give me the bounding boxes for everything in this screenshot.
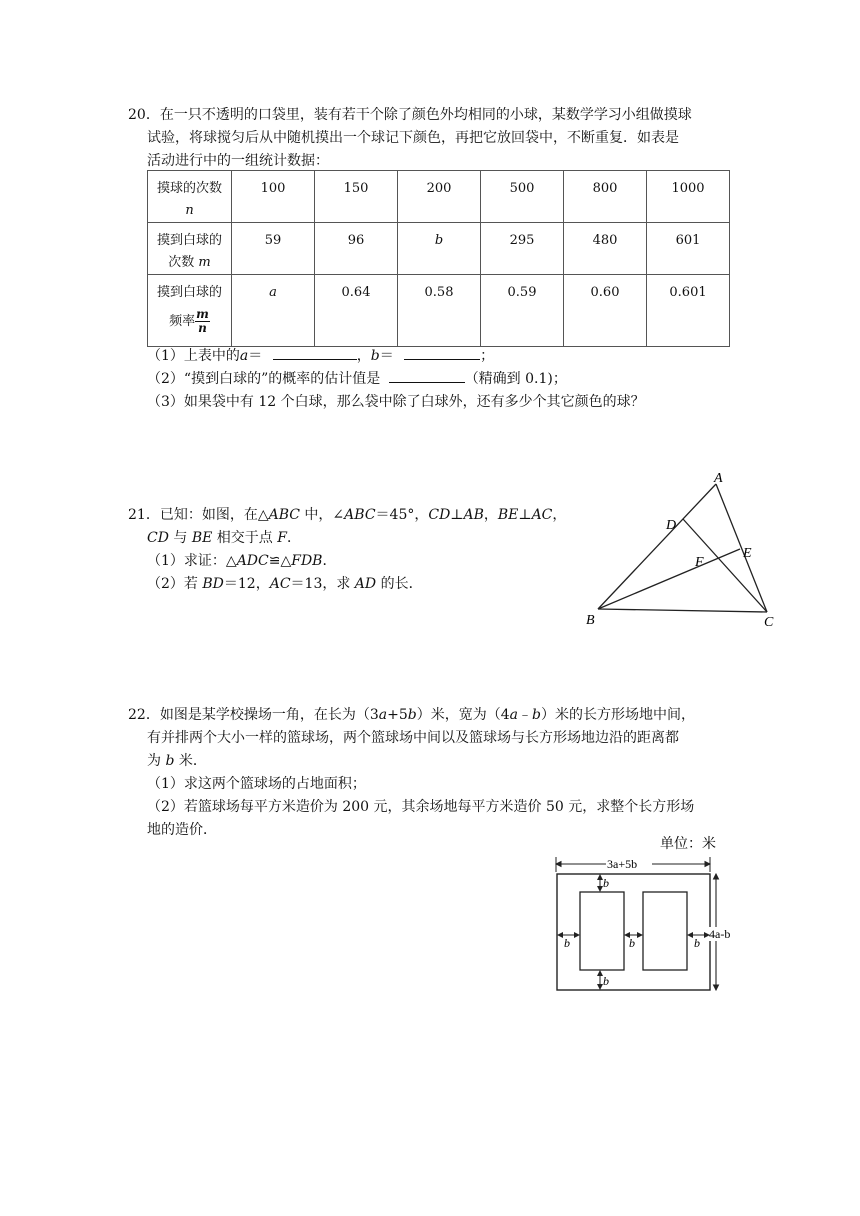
header-text: 摸到白球的 (156, 285, 222, 300)
table-cell: 480 (564, 223, 647, 275)
table-cell: 150 (315, 171, 398, 223)
label-e: E (743, 546, 752, 561)
triangle-figure (580, 470, 780, 635)
label-b: B (586, 613, 595, 628)
table-cell: 500 (481, 171, 564, 223)
gap-label-middle: b (629, 936, 635, 950)
table-row (148, 171, 730, 223)
field-figure (548, 830, 738, 995)
segment-ac (716, 484, 767, 612)
table-row (148, 275, 730, 347)
gap-label-right: b (694, 936, 700, 950)
label-c: C (764, 615, 774, 630)
q21-line-2: CD 与 BE 相交于点 F． (147, 530, 301, 546)
table-cell: 59 (232, 223, 315, 275)
table-cell: 100 (232, 171, 315, 223)
header-text: 摸到白球的 (156, 233, 222, 248)
height-label: 4a-b (709, 927, 731, 941)
table-cell: 0.59 (481, 275, 564, 347)
unit-label: 单位：米 (660, 837, 716, 852)
court-right (643, 892, 687, 970)
q22-part-2-line-1: （2）若篮球场每平方米造价为 200 元，其余场地每平方米造价 50 元，求整个长方形场 (147, 799, 695, 815)
table-cell: 96 (315, 223, 398, 275)
header-text: 摸球的次数 (156, 181, 222, 196)
label-f: F (695, 555, 704, 570)
q20-line-1: 20．在一只不透明的口袋里，装有若干个除了颜色外均相同的小球，某数学学习小组做摸球 (128, 107, 692, 123)
segment-be (598, 549, 740, 609)
table-cell: 0.64 (315, 275, 398, 347)
gap-label-bottom: b (603, 974, 609, 988)
table-cell: 0.601 (647, 275, 730, 347)
row-header: 摸到白球的 次数 m (148, 223, 232, 275)
answer-blank-b[interactable] (404, 345, 480, 360)
q21-part-1: （1）求证：△ADC≌△FDB． (147, 553, 337, 569)
q21-part-2: （2）若 BD＝12，AC＝13，求 AD 的长． (147, 576, 423, 592)
table-row (148, 223, 730, 275)
q22-line-1: 22．如图是某学校操场一角，在长为（3a+5b）米，宽为（4a﹣b）米的长方形场地中间， (128, 707, 695, 723)
label-d: D (666, 518, 677, 533)
q20-part-1: （1）上表中的a＝ ，b＝ ； (147, 345, 494, 367)
court-left (580, 892, 624, 970)
answer-blank-probability[interactable] (389, 368, 465, 383)
frequency-fraction: $\frac{m}{n}$ (196, 307, 209, 335)
answer-blank-a[interactable] (273, 345, 357, 360)
table-cell: 295 (481, 223, 564, 275)
gap-label-top: b (603, 876, 609, 890)
q22-part-2-line-2: 地的造价． (147, 822, 217, 838)
table-cell: 200 (398, 171, 481, 223)
q20-line-2: 试验，将球搅匀后从中随机摸出一个球记下颜色，再把它放回袋中，不断重复．如表是 (147, 130, 679, 146)
table-cell: 0.58 (398, 275, 481, 347)
header-var: n (185, 203, 194, 218)
row-header: 摸到白球的 频率 $\frac{m}{n}$ (148, 275, 232, 347)
q22-line-2: 有并排两个大小一样的篮球场，两个篮球场中间以及篮球场与长方形场地边沿的距离都 (147, 730, 679, 746)
table-cell: 1000 (647, 171, 730, 223)
label-a: A (714, 471, 723, 486)
segment-ba (598, 484, 716, 609)
segment-bc (598, 609, 767, 612)
table-cell: 601 (647, 223, 730, 275)
gap-label-left: b (564, 936, 570, 950)
q22-line-3: 为 b 米． (147, 753, 207, 769)
statistics-table (147, 170, 730, 347)
q21-line-1: 21．已知：如图，在△ABC 中，∠ABC＝45°，CD⊥AB，BE⊥AC， (128, 507, 567, 523)
table-cell: a (232, 275, 315, 347)
q20-part-2: （2）“摸到白球的”的概率的估计值是 （精确到 0.1)； (147, 368, 567, 390)
q20-line-3: 活动进行中的一组统计数据： (147, 153, 329, 169)
table-cell: 0.60 (564, 275, 647, 347)
width-label: 3a+5b (607, 857, 638, 871)
row-header (148, 171, 232, 223)
table-cell: 800 (564, 171, 647, 223)
q20-part-3: （3）如果袋中有 12 个白球，那么袋中除了白球外，还有多少个其它颜色的球？ (147, 394, 645, 410)
table-cell: b (398, 223, 481, 275)
q22-part-1: （1）求这两个篮球场的占地面积； (147, 776, 366, 792)
